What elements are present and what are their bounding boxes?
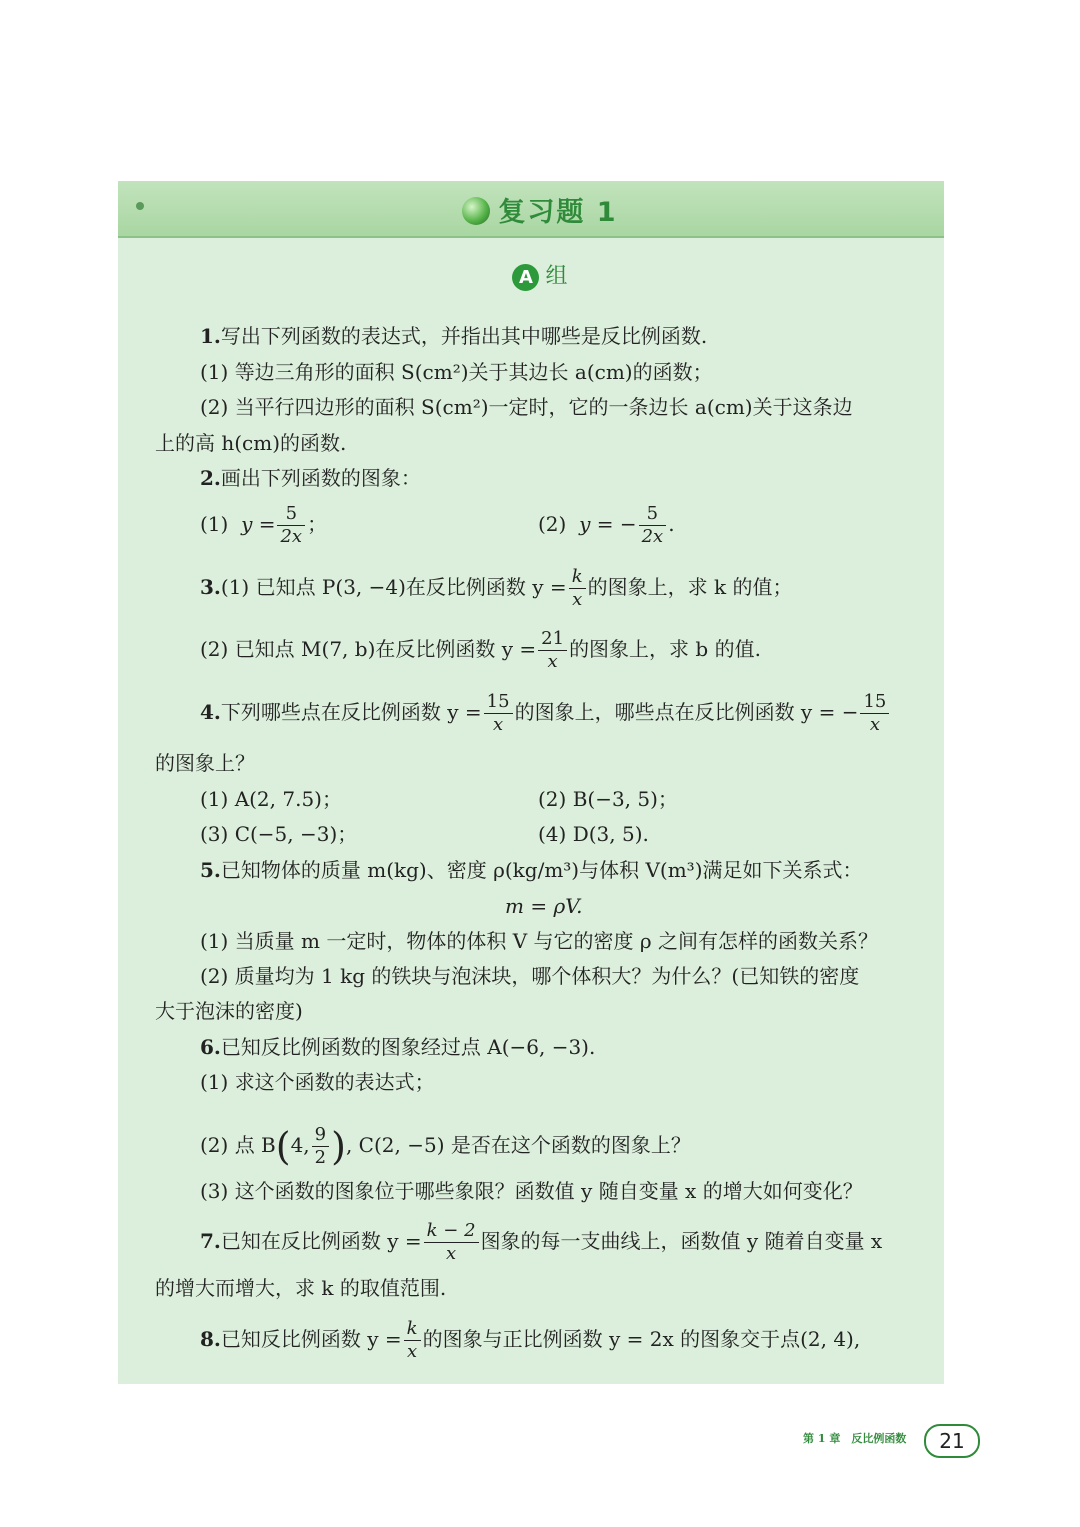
page-title: 复习题 1 <box>0 190 1080 229</box>
q7-stem-cont: 的增大而增大，求 k 的取值范围. <box>155 1276 447 1300</box>
q6-part2: (2) 点 B(4, $\frac{9}{2}$ ), C(2, −5) 是否在这个函数的图象上？ <box>200 1124 691 1169</box>
group-title: A 组 <box>0 259 1080 291</box>
q4-option3: (3) C(−5, −3)； <box>200 822 358 846</box>
q2-part2: (2) y = − $\frac{5}{2x}$ . <box>538 503 675 547</box>
q3-part2: (2) 已知点 M(7, b)在反比例函数 y = $\frac{21}{x}$ 的图象上，求 b 的值. <box>200 628 761 672</box>
q8-stem: 8.已知反比例函数 y = $\frac{k}{x}$ 的图象与正比例函数 y = 2x 的图象交于点(2, 4), <box>200 1318 861 1362</box>
fraction: $\frac{9}{2}$ <box>312 1124 329 1169</box>
q1-part2: (2) 当平行四边形的面积 S(cm²)一定时，它的一条边长 a(cm)关于这条边 <box>200 395 853 419</box>
q4-option1: (1) A(2, 7.5)； <box>200 787 342 811</box>
q4-stem: 4.下列哪些点在反比例函数 y = $\frac{15}{x}$ 的图象上，哪些点在反比例函数 y = − $\frac{15}{x}$ <box>200 691 891 736</box>
q1-part2-cont: 上的高 h(cm)的函数. <box>155 431 347 455</box>
q6-stem: 6.已知反比例函数的图象经过点 A(−6, −3). <box>200 1035 596 1059</box>
fraction: $\frac{k}{x}$ <box>569 566 586 611</box>
q5-part1: (1) 当质量 m 一定时，物体的体积 V 与它的密度 ρ 之间有怎样的函数关系？ <box>200 929 878 953</box>
q5-part2: (2) 质量均为 1 kg 的铁块与泡沫块，哪个体积大？为什么？(已知铁的密度 <box>200 964 860 988</box>
fraction: $\frac{15}{x}$ <box>484 691 513 736</box>
fraction: $\frac{5}{2x}$ <box>639 503 667 548</box>
fraction: $\frac{5}{2x}$ <box>277 503 305 548</box>
fraction: $\frac{k - 2}{x}$ <box>424 1220 479 1265</box>
q5-part2-cont: 大于泡沫的密度) <box>155 999 303 1023</box>
fraction: $\frac{k}{x}$ <box>404 1318 421 1363</box>
q4-option4: (4) D(3, 5). <box>538 822 649 846</box>
q6-part1: (1) 求这个函数的表达式； <box>200 1070 435 1094</box>
q5-stem: 5.已知物体的质量 m(kg)、密度 ρ(kg/m³)与体积 V(m³)满足如下关系式： <box>200 858 863 882</box>
page-number: 21 <box>924 1424 980 1458</box>
group-badge: A <box>512 264 539 291</box>
q7-stem: 7.已知在反比例函数 y = $\frac{k - 2}{x}$ 图象的每一支曲线上，函数值 y 随着自变量 x <box>200 1220 883 1264</box>
chapter-label: 第 1 章 反比例函数 <box>803 1432 907 1445</box>
q2-part1: (1) y = $\frac{5}{2x}$ ； <box>200 503 328 547</box>
q1-stem: 1.写出下列函数的表达式，并指出其中哪些是反比例函数. <box>200 324 708 348</box>
globe-icon <box>462 197 490 225</box>
q2-stem: 2.画出下列函数的图象： <box>200 466 421 490</box>
fraction: $\frac{15}{x}$ <box>860 691 889 736</box>
q4-option2: (2) B(−3, 5)； <box>538 787 678 811</box>
q1-part1: (1) 等边三角形的面积 S(cm²)关于其边长 a(cm)的函数； <box>200 360 713 384</box>
q5-formula: m = ρV. <box>505 894 583 918</box>
q6-part3: (3) 这个函数的图象位于哪些象限？函数值 y 随自变量 x 的增大如何变化？ <box>200 1179 863 1203</box>
q4-stem-cont: 的图象上？ <box>155 751 255 775</box>
fraction: $\frac{21}{x}$ <box>538 628 567 673</box>
q3-part1: 3.(1) 已知点 P(3, −4)在反比例函数 y = $\frac{k}{x}$ 的图象上，求 k 的值； <box>200 566 793 610</box>
